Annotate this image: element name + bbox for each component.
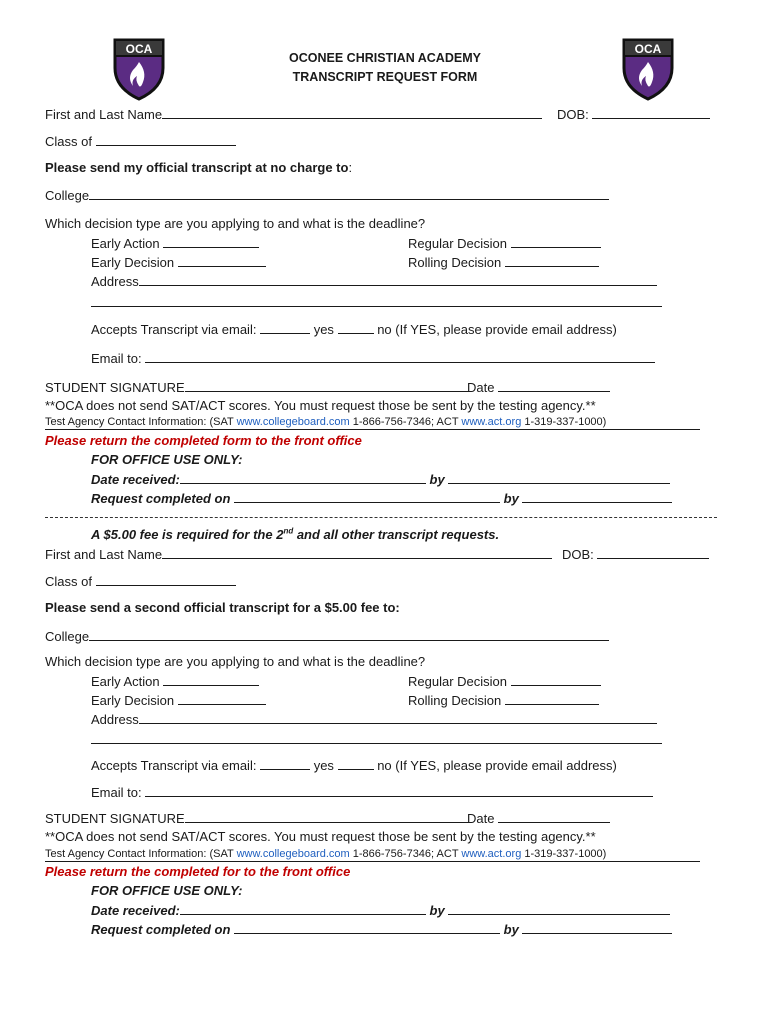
signature-row-2: STUDENT SIGNATURE — [45, 810, 469, 827]
college-field-2[interactable] — [89, 628, 609, 641]
act-link-2[interactable]: www.act.org — [461, 848, 522, 860]
dob-field[interactable] — [592, 106, 710, 119]
college-field[interactable] — [89, 187, 609, 200]
regular-decision-field[interactable] — [511, 235, 601, 248]
rolling-decision-field[interactable] — [505, 254, 599, 267]
class-field-2[interactable] — [96, 573, 236, 586]
dob-field-row-2: DOB: — [562, 546, 709, 563]
decision-question: Which decision type are you applying to and what is the deadline? — [45, 216, 426, 231]
early-decision-field-2[interactable] — [178, 692, 266, 705]
email-accept-row-2: Accepts Transcript via email: yes no (If YES, please provide email address) — [91, 758, 617, 773]
email-to-row-2: Email to: — [91, 784, 653, 801]
class-label: Class of — [45, 134, 92, 149]
regular-decision-row: Regular Decision — [408, 235, 601, 252]
rolling-decision-field-2[interactable] — [505, 692, 599, 705]
email-to-field[interactable] — [145, 350, 655, 363]
address-line-2b[interactable] — [91, 743, 662, 744]
fee-notice: A $5.00 fee is required for the 2nd and all other transcript requests. — [91, 526, 500, 542]
school-name: OCONEE CHRISTIAN ACADEMY — [289, 51, 481, 65]
act-link[interactable]: www.act.org — [461, 416, 522, 428]
signature-field[interactable] — [185, 379, 469, 392]
request-completed-row-2: Request completed on by — [91, 921, 672, 938]
address-label: Address — [91, 274, 139, 289]
score-note-2: **OCA does not send SAT/ACT scores. You must request those be sent by the testing agency.** — [45, 829, 596, 844]
send-instruction: Please send my official transcript at no charge to: — [45, 160, 353, 175]
dob-label: DOB: — [557, 107, 589, 122]
date-received-field-2[interactable] — [180, 902, 426, 915]
address-field-row-2: Address — [91, 711, 657, 728]
email-yes-field-2[interactable] — [260, 757, 310, 770]
completed-on-field-2[interactable] — [234, 921, 500, 934]
early-decision-field[interactable] — [178, 254, 266, 267]
regular-decision-row-2: Regular Decision — [408, 673, 601, 690]
request-completed-row: Request completed on by — [91, 490, 672, 507]
score-note: **OCA does not send SAT/ACT scores. You must request those be sent by the testing agency.** — [45, 398, 596, 413]
signature-row: STUDENT SIGNATURE — [45, 379, 469, 396]
section-divider — [45, 517, 717, 518]
agency-contact: Test Agency Contact Information: (SAT www.collegeboard.com 1-866-756-7346; ACT www.act.org 1-319-337-1000) — [45, 416, 700, 430]
date-row: Date — [467, 379, 610, 396]
early-decision-row: Early Decision — [91, 254, 266, 271]
class-field[interactable] — [96, 133, 236, 146]
form-heading — [235, 49, 535, 87]
name-field-row — [45, 106, 542, 123]
early-decision-row-2: Early Decision — [91, 692, 266, 709]
early-action-row-2: Early Action — [91, 673, 259, 690]
form-title: TRANSCRIPT REQUEST FORM — [292, 70, 478, 84]
date-received-row: Date received: by — [91, 471, 670, 488]
collegeboard-link-2[interactable]: www.collegeboard.com — [236, 848, 350, 860]
svg-text:OCA: OCA — [125, 42, 153, 56]
svg-text:OCA: OCA — [634, 42, 662, 56]
date-received-field[interactable] — [180, 471, 426, 484]
date-row-2: Date — [467, 810, 610, 827]
dob-field-2[interactable] — [597, 546, 709, 559]
name-field[interactable] — [162, 106, 542, 119]
signature-date-field[interactable] — [498, 379, 610, 392]
received-by-field-2[interactable] — [448, 902, 670, 915]
received-by-field[interactable] — [448, 471, 670, 484]
name-label: First and Last Name — [45, 107, 163, 122]
email-no-field[interactable] — [338, 321, 374, 334]
completed-by-field[interactable] — [522, 490, 672, 503]
regular-decision-field-2[interactable] — [511, 673, 601, 686]
office-use-heading-2: FOR OFFICE USE ONLY: — [91, 883, 243, 898]
college-label: College — [45, 188, 90, 203]
return-instruction-2: Please return the completed for to the front office — [45, 864, 351, 879]
email-no-field-2[interactable] — [338, 757, 374, 770]
decision-question-2: Which decision type are you applying to and what is the deadline? — [45, 654, 426, 669]
address-field-2[interactable] — [139, 711, 657, 724]
return-instruction: Please return the completed form to the front office — [45, 433, 362, 448]
class-field-row-2: Class of — [45, 573, 236, 590]
address-field-row — [91, 273, 657, 290]
email-yes-field[interactable] — [260, 321, 310, 334]
oca-shield-logo-right — [620, 36, 676, 102]
college-field-row — [45, 187, 609, 204]
early-action-row: Early Action — [91, 235, 259, 252]
completed-by-field-2[interactable] — [522, 921, 672, 934]
oca-shield-logo-left — [111, 36, 167, 102]
send-instruction-2: Please send a second official transcript for a $5.00 fee to: — [45, 600, 400, 615]
collegeboard-link[interactable]: www.collegeboard.com — [236, 416, 350, 428]
office-use-heading: FOR OFFICE USE ONLY: — [91, 452, 243, 467]
signature-date-field-2[interactable] — [498, 810, 610, 823]
date-received-row-2: Date received: by — [91, 902, 670, 919]
address-field[interactable] — [139, 273, 657, 286]
address-line-2[interactable] — [91, 306, 662, 307]
email-accept-row: Accepts Transcript via email: yes no (If YES, please provide email address) — [91, 322, 617, 337]
email-to-field-2[interactable] — [145, 784, 653, 797]
early-action-field-2[interactable] — [163, 673, 259, 686]
college-field-row-2: College — [45, 628, 609, 645]
rolling-decision-row: Rolling Decision — [408, 254, 599, 271]
early-action-field[interactable] — [163, 235, 259, 248]
signature-field-2[interactable] — [185, 810, 469, 823]
name-field-row-2: First and Last Name — [45, 546, 552, 563]
completed-on-field[interactable] — [234, 490, 500, 503]
agency-contact-2: Test Agency Contact Information: (SAT www.collegeboard.com 1-866-756-7346; ACT www.act.org 1-319-337-1000) — [45, 848, 700, 862]
email-to-row: Email to: — [91, 350, 655, 367]
class-field-row — [45, 133, 236, 150]
name-field-2[interactable] — [162, 546, 552, 559]
rolling-decision-row-2: Rolling Decision — [408, 692, 599, 709]
dob-field-row — [557, 106, 710, 123]
